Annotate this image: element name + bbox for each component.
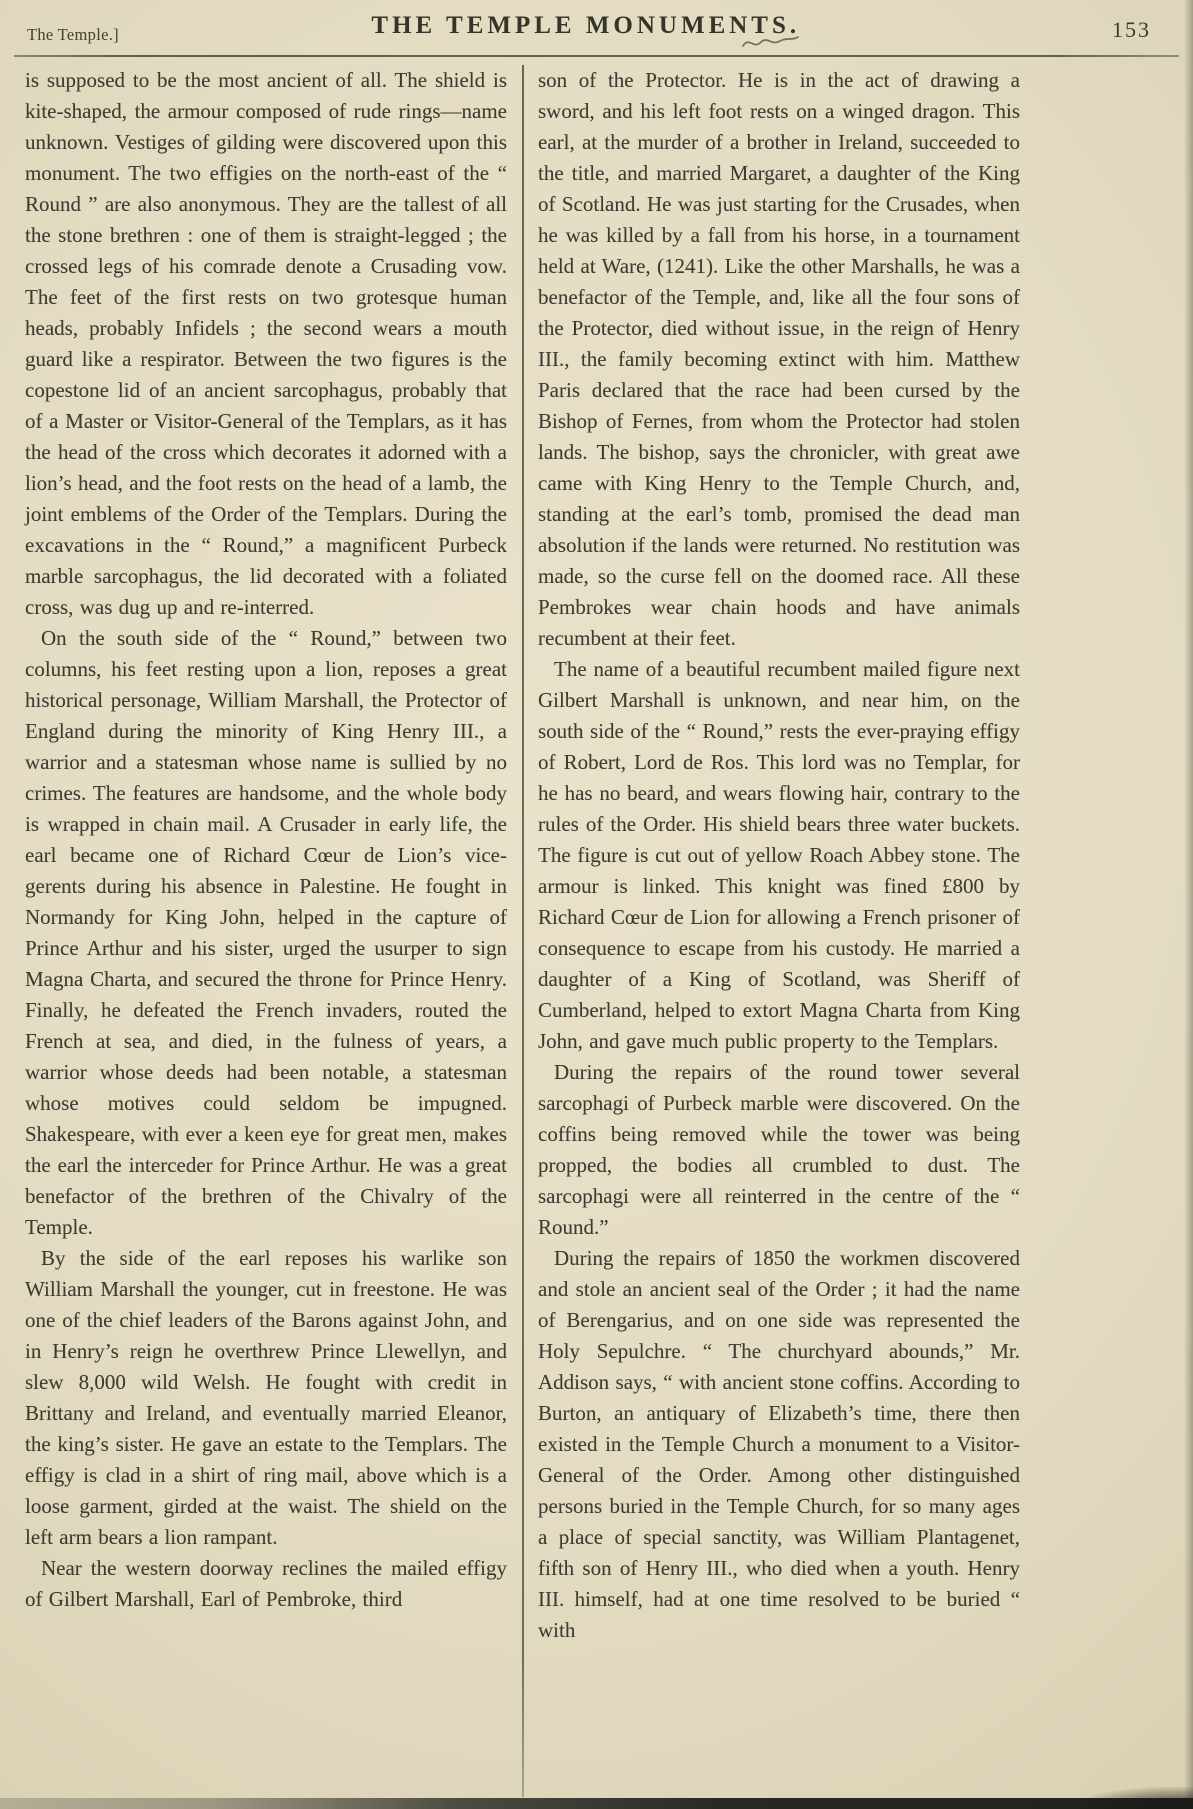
page-number: 153 <box>1112 17 1151 42</box>
page-header <box>0 0 1193 56</box>
page-title: THE TEMPLE MONUMENTS. <box>371 12 801 39</box>
ink-squiggle-mark <box>742 33 800 53</box>
paragraph-left-2: On the south side of the “ Round,” between two columns, his feet resting upon a lion, reposes a great historical personage, William Marshall, the Protector of England during the minority of King Henry III., a warrior and a statesman whose name is sullied by no crimes. The features are handsome, and the whole body is wrapped in chain mail. A Crusader in early life, the earl became one of Richard Cœur de Lion’s vice-gerents during his absence in Palestine. He fought in Normandy for King John, helped in the capture of Prince Arthur and his sister, urged the usurper to sign Magna Charta, and secured the throne for Prince Henry. Finally, he defeated the French invaders, routed the French at sea, and died, in the fulness of years, a warrior whose deeds had been notable, a statesman whose motives could seldom be impugned. Shakespeare, with ever a keen eye for great men, makes the earl the interceder for Prince Arthur. He was a great benefactor of the brethren of the Chivalry of the Temple. <box>25 626 507 1239</box>
paragraph-left-4: Near the western doorway reclines the mailed effigy of Gilbert Marshall, Earl of Pembroke, third <box>25 1556 507 1611</box>
paragraph-left-1: is supposed to be the most ancient of all. The shield is kite-shaped, the armour composed of rude rings—name unknown. Vestiges of gilding were discovered upon this monument. The two effigies on the north-east of the “ Round ” are also anonymous. They are the tallest of all the stone brethren : one of them is straight-legged ; the crossed legs of his comrade denote a Crusading vow. The feet of the first rests on two grotesque human heads, probably Infidels ; the second wears a mouth guard like a respirator. Between the two figures is the copestone lid of an ancient sarcophagus, probably that of a Master or Visitor-General of the Templars, as it has the head of the cross which decorates it adorned with a lion’s head, and the foot rests on the head of a lamb, the joint emblems of the Order of the Templars. During the excavations in the “ Round,” a magnificent Purbeck marble sarcophagus, the lid decorated with a foliated cross, was dug up and re-interred. <box>25 68 507 619</box>
header-rule <box>14 55 1179 57</box>
paragraph-right-4: During the repairs of 1850 the workmen discovered and stole an ancient seal of the Order ; it had the name of Berengarius, and on one side was represented the Holy Sepulchre. “ The churchyard abounds,” Mr. Addison says, “ with ancient stone coffins. According to Burton, an antiquary of Elizabeth’s time, there then existed in the Temple Church a monument to a Visitor-General of the Order. Among other distinguished persons buried in the Temple Church, for so many ages a place of special sanctity, was William Plantagenet, fifth son of Henry III., who died when a youth. Henry III. himself, had at one time resolved to be buried “ with <box>538 1246 1020 1642</box>
scan-edge-bottom-shadow <box>0 1798 1193 1809</box>
paragraph-right-2: The name of a beautiful recumbent mailed figure next Gilbert Marshall is unknown, and near him, on the south side of the “ Round,” rests the ever-praying effigy of Robert, Lord de Ros. This lord was no Templar, for he has no beard, and wears flowing hair, contrary to the rules of the Order. His shield bears three water buckets. The figure is cut out of yellow Roach Abbey stone. The armour is linked. This knight was fined £800 by Richard Cœur de Lion for allowing a French prisoner of consequence to escape from his custody. He married a daughter of a King of Scotland, was Sheriff of Cumberland, helped to extort Magna Charta from King John, and gave much public property to the Templars. <box>538 657 1020 1053</box>
scan-edge-right-shadow <box>1184 0 1193 1809</box>
scan-corner-blot <box>1073 1787 1193 1809</box>
column-divider <box>522 65 524 1797</box>
paragraph-right-1: son of the Protector. He is in the act of drawing a sword, and his left foot rests on a winged dragon. This earl, at the murder of a brother in Ireland, succeeded to the title, and married Margaret, a daughter of the King of Scotland. He was just starting for the Crusades, when he was killed by a fall from his horse, in a tournament held at Ware, (1241). Like the other Marshalls, he was a benefactor of the Temple, and, like all the four sons of the Protector, died without issue, in the reign of Henry III., the family becoming extinct with him. Matthew Paris declared that the race had been cursed by the Bishop of Fernes, from whom the Protector had stolen lands. The bishop, says the chronicler, with great awe came with King Henry to the Temple Church, and, standing at the earl’s tomb, promised the dead man absolution if the lands were returned. No restitution was made, so the curse fell on the doomed race. All these Pembrokes wear chain hoods and have animals recumbent at their feet. <box>538 68 1020 650</box>
right-column <box>538 65 1020 1797</box>
text-columns <box>25 65 1020 1797</box>
paragraph-left-3: By the side of the earl reposes his warlike son William Marshall the younger, cut in freestone. He was one of the chief leaders of the Barons against John, and in Henry’s reign he overthrew Prince Llewellyn, and slew 8,000 wild Welsh. He fought with credit in Brittany and Ireland, and eventually married Eleanor, the king’s sister. He gave an estate to the Templars. The effigy is clad in a shirt of ring mail, above which is a loose garment, girded at the waist. The shield on the left arm bears a lion rampant. <box>25 1246 507 1549</box>
running-title: The Temple.] <box>27 25 119 44</box>
left-column <box>25 65 507 1797</box>
paragraph-right-3: During the repairs of the round tower several sarcophagi of Purbeck marble were discovered. On the coffins being removed while the tower was being propped, the bodies all crumbled to dust. The sarcophagi were all reinterred in the centre of the “ Round.” <box>538 1060 1020 1239</box>
